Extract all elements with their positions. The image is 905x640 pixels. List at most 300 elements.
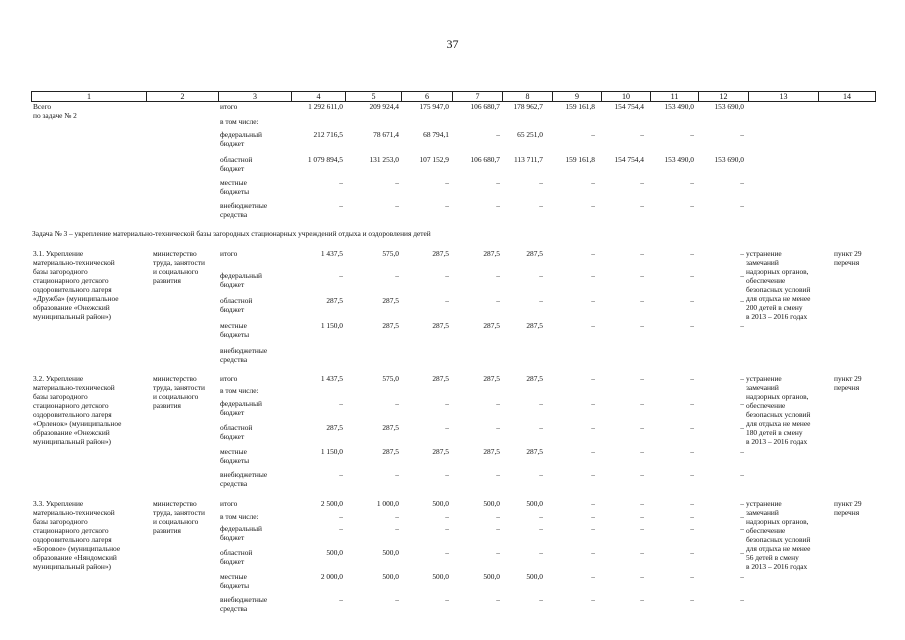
measure-1-executor: развития bbox=[153, 276, 181, 285]
total-value: 159 161,8 bbox=[565, 102, 595, 111]
measure-3-executor: министерство bbox=[153, 499, 197, 508]
measure-2-value: 287,5 bbox=[382, 423, 399, 432]
measure-2-value: – bbox=[740, 374, 744, 383]
measure-3-result: устранение bbox=[746, 499, 782, 508]
total-label: Всего bbox=[33, 102, 52, 111]
measure-3-value: 1 000,0 bbox=[376, 499, 399, 508]
measure-2-value: – bbox=[740, 447, 744, 456]
total-value: 153 490,0 bbox=[664, 155, 694, 164]
measure-2-value: – bbox=[445, 399, 449, 408]
measure-2-value: – bbox=[445, 423, 449, 432]
measure-3-type-label: местные bbox=[220, 572, 247, 581]
measure-1-value: 1 150,0 bbox=[320, 321, 343, 330]
measure-3-value: – bbox=[640, 512, 644, 521]
measure-3-result: замечаний bbox=[746, 508, 779, 517]
measure-3-result: безопасных условий bbox=[746, 535, 811, 544]
total-value: 106 680,7 bbox=[470, 155, 500, 164]
measure-2-value: – bbox=[591, 447, 595, 456]
total-value: – bbox=[740, 201, 744, 210]
total-value: 106 680,7 bbox=[470, 102, 500, 111]
measure-1-result: устранение bbox=[746, 249, 782, 258]
measure-3-executor: и социального bbox=[153, 517, 199, 526]
column-header-9: 9 bbox=[552, 92, 601, 101]
measure-1-value: – bbox=[539, 296, 543, 305]
measure-2-type-label: внебюджетные bbox=[220, 470, 268, 479]
measure-3-value: – bbox=[740, 548, 744, 557]
measure-3-value: – bbox=[445, 548, 449, 557]
measure-1-value: – bbox=[496, 271, 500, 280]
total-type-label: бюджет bbox=[220, 164, 245, 173]
measure-1-name: 3.1. Укрепление bbox=[33, 249, 84, 258]
total-value: 68 794,1 bbox=[423, 130, 449, 139]
measure-1-value: – bbox=[539, 271, 543, 280]
measure-2-result: устранение bbox=[746, 374, 782, 383]
measure-2-name: 3.2. Укрепление bbox=[33, 374, 84, 383]
measure-2-value: 287,5 bbox=[432, 374, 449, 383]
total-type-label: бюджеты bbox=[220, 187, 250, 196]
measure-3-value: – bbox=[740, 595, 744, 604]
measure-2-result: обеспечение bbox=[746, 401, 786, 410]
measure-3-value: 2 500,0 bbox=[320, 499, 343, 508]
column-header-4: 4 bbox=[291, 92, 345, 101]
measure-1-name: базы загородного bbox=[33, 267, 88, 276]
measure-1-value: – bbox=[640, 249, 644, 258]
measure-1-reference: перечня bbox=[834, 258, 860, 267]
measure-3-value: – bbox=[496, 548, 500, 557]
measure-2-value: – bbox=[539, 470, 543, 479]
measure-3-value: 500,0 bbox=[382, 548, 399, 557]
page-number: 37 bbox=[446, 37, 459, 51]
measure-1-name: муниципальный район») bbox=[33, 312, 112, 321]
total-value: – bbox=[496, 178, 500, 187]
measure-1-type-label: итого bbox=[220, 249, 238, 258]
measure-1-executor: труда, занятости bbox=[153, 258, 205, 267]
total-value: – bbox=[445, 201, 449, 210]
measure-2-name: оздоровительного лагеря bbox=[33, 410, 112, 419]
measure-1-reference: пункт 29 bbox=[834, 249, 862, 258]
measure-3-type-label: бюджет bbox=[220, 557, 245, 566]
measure-2-result: безопасных условий bbox=[746, 410, 811, 419]
measure-1-type-label: средства bbox=[220, 355, 248, 364]
measure-3-value: 500,0 bbox=[526, 499, 543, 508]
total-value: 65 251,0 bbox=[517, 130, 543, 139]
measure-3-value: – bbox=[445, 524, 449, 533]
measure-2-result: надзорных органов, bbox=[746, 392, 809, 401]
measure-3-value: 500,0 bbox=[483, 499, 500, 508]
measure-3-value: – bbox=[339, 524, 343, 533]
measure-2-value: – bbox=[591, 423, 595, 432]
measure-3-value: – bbox=[496, 512, 500, 521]
measure-1-result: обеспечение bbox=[746, 276, 786, 285]
measure-3-value: – bbox=[539, 548, 543, 557]
measure-2-value: 1 437,5 bbox=[320, 374, 343, 383]
measure-3-value: – bbox=[339, 595, 343, 604]
total-type-label: итого bbox=[220, 102, 238, 111]
measure-2-value: – bbox=[395, 399, 399, 408]
measure-2-name: образование «Онежский bbox=[33, 428, 110, 437]
total-value: – bbox=[539, 178, 543, 187]
measure-1-type-label: бюджет bbox=[220, 280, 245, 289]
column-header-14: 14 bbox=[818, 92, 876, 101]
measure-2-value: – bbox=[740, 470, 744, 479]
total-value: – bbox=[690, 178, 694, 187]
measure-2-value: – bbox=[591, 374, 595, 383]
measure-1-result: 200 детей в смену bbox=[746, 303, 803, 312]
measure-2-value: – bbox=[690, 374, 694, 383]
total-value: 175 947,0 bbox=[419, 102, 449, 111]
measure-3-value: – bbox=[690, 524, 694, 533]
measure-3-value: – bbox=[591, 524, 595, 533]
measure-2-value: – bbox=[640, 374, 644, 383]
measure-1-value: – bbox=[395, 271, 399, 280]
measure-1-name: стационарного детского bbox=[33, 276, 109, 285]
total-value: 154 754,4 bbox=[614, 155, 644, 164]
total-value: – bbox=[591, 178, 595, 187]
measure-3-value: – bbox=[539, 512, 543, 521]
measure-2-type-label: областной bbox=[220, 423, 253, 432]
total-value: – bbox=[339, 201, 343, 210]
measure-3-value: – bbox=[395, 512, 399, 521]
measure-3-value: – bbox=[591, 512, 595, 521]
column-header-2: 2 bbox=[146, 92, 218, 101]
measure-3-value: – bbox=[591, 572, 595, 581]
measure-2-value: – bbox=[640, 447, 644, 456]
measure-2-name: муниципальный район») bbox=[33, 437, 112, 446]
total-value: – bbox=[740, 130, 744, 139]
measure-3-reference: пункт 29 bbox=[834, 499, 862, 508]
measure-2-value: – bbox=[591, 399, 595, 408]
measure-2-executor: министерство bbox=[153, 374, 197, 383]
measure-3-value: 500,0 bbox=[483, 572, 500, 581]
measure-3-value: – bbox=[496, 595, 500, 604]
measure-2-executor: развития bbox=[153, 401, 181, 410]
measure-2-type-label: местные bbox=[220, 447, 247, 456]
measure-1-value: – bbox=[445, 271, 449, 280]
total-value: 212 716,5 bbox=[313, 130, 343, 139]
measure-1-value: 287,5 bbox=[432, 321, 449, 330]
total-value: 107 152,9 bbox=[419, 155, 449, 164]
measure-2-value: – bbox=[690, 470, 694, 479]
total-value: – bbox=[395, 201, 399, 210]
measure-2-value: – bbox=[640, 470, 644, 479]
measure-2-name: материально-технической bbox=[33, 383, 115, 392]
measure-2-value: 287,5 bbox=[526, 374, 543, 383]
measure-3-value: – bbox=[445, 595, 449, 604]
measure-2-value: – bbox=[640, 423, 644, 432]
measure-1-value: – bbox=[591, 249, 595, 258]
measure-1-value: 287,5 bbox=[432, 249, 449, 258]
measure-2-value: 287,5 bbox=[326, 423, 343, 432]
measure-3-type-label: средства bbox=[220, 604, 248, 613]
measure-3-value: 500,0 bbox=[432, 572, 449, 581]
total-value: 78 671,4 bbox=[373, 130, 399, 139]
column-header-1: 1 bbox=[31, 92, 146, 101]
measure-1-value: – bbox=[690, 271, 694, 280]
measure-3-name: оздоровительного лагеря bbox=[33, 535, 112, 544]
measure-3-value: – bbox=[640, 595, 644, 604]
total-value: 131 253,0 bbox=[369, 155, 399, 164]
column-header-6: 6 bbox=[401, 92, 452, 101]
measure-2-type-label: бюджет bbox=[220, 432, 245, 441]
measure-1-result: замечаний bbox=[746, 258, 779, 267]
total-value: – bbox=[395, 178, 399, 187]
column-header-7: 7 bbox=[452, 92, 502, 101]
measure-2-value: 287,5 bbox=[483, 447, 500, 456]
total-type-label: бюджет bbox=[220, 139, 245, 148]
measure-3-result: в 2013 – 2016 годах bbox=[746, 562, 808, 571]
total-value: – bbox=[339, 178, 343, 187]
measure-3-type-label: в том числе: bbox=[220, 512, 259, 521]
measure-1-value: – bbox=[740, 321, 744, 330]
measure-3-value: – bbox=[395, 524, 399, 533]
measure-3-type-label: внебюджетные bbox=[220, 595, 268, 604]
measure-2-result: замечаний bbox=[746, 383, 779, 392]
measure-1-value: 287,5 bbox=[526, 321, 543, 330]
measure-3-value: – bbox=[640, 524, 644, 533]
measure-2-value: 287,5 bbox=[432, 447, 449, 456]
measure-1-type-label: бюджеты bbox=[220, 330, 250, 339]
total-type-label: в том числе: bbox=[220, 117, 259, 126]
measure-1-executor: министерство bbox=[153, 249, 197, 258]
measure-3-value: – bbox=[640, 548, 644, 557]
measure-3-value: – bbox=[395, 595, 399, 604]
measure-3-value: – bbox=[690, 499, 694, 508]
measure-3-value: – bbox=[339, 512, 343, 521]
measure-2-type-label: в том числе: bbox=[220, 386, 259, 395]
measure-2-value: – bbox=[539, 399, 543, 408]
total-value: – bbox=[591, 201, 595, 210]
measure-2-name: стационарного детского bbox=[33, 401, 109, 410]
column-header-12: 12 bbox=[698, 92, 748, 101]
total-value: – bbox=[690, 130, 694, 139]
total-value: 154 754,4 bbox=[614, 102, 644, 111]
column-header-5: 5 bbox=[345, 92, 401, 101]
measure-3-value: – bbox=[640, 499, 644, 508]
total-value: 159 161,8 bbox=[565, 155, 595, 164]
measure-2-value: – bbox=[339, 399, 343, 408]
measure-2-value: 1 150,0 bbox=[320, 447, 343, 456]
total-value: – bbox=[640, 178, 644, 187]
measure-3-result: обеспечение bbox=[746, 526, 786, 535]
total-value: 153 690,0 bbox=[714, 155, 744, 164]
measure-3-type-label: бюджеты bbox=[220, 581, 250, 590]
total-value: 209 924,4 bbox=[369, 102, 399, 111]
total-value: 1 292 611,0 bbox=[308, 102, 343, 111]
measure-1-value: – bbox=[496, 296, 500, 305]
measure-1-value: 287,5 bbox=[326, 296, 343, 305]
total-value: 153 690,0 bbox=[714, 102, 744, 111]
total-value: – bbox=[539, 201, 543, 210]
measure-3-value: – bbox=[690, 595, 694, 604]
measure-1-type-label: внебюджетные bbox=[220, 346, 268, 355]
measure-1-result: надзорных органов, bbox=[746, 267, 809, 276]
measure-1-value: – bbox=[690, 296, 694, 305]
measure-2-name: «Орленок» (муниципальное bbox=[33, 419, 122, 428]
measure-1-name: «Дружба» (муниципальное bbox=[33, 294, 119, 303]
measure-1-value: – bbox=[740, 296, 744, 305]
measure-1-value: – bbox=[640, 321, 644, 330]
measure-1-value: 575,0 bbox=[382, 249, 399, 258]
measure-1-value: – bbox=[591, 321, 595, 330]
total-label: по задаче № 2 bbox=[33, 111, 77, 120]
measure-3-value: – bbox=[591, 595, 595, 604]
total-type-label: местные bbox=[220, 178, 247, 187]
measure-3-value: – bbox=[539, 595, 543, 604]
measure-2-value: – bbox=[496, 399, 500, 408]
total-value: – bbox=[640, 201, 644, 210]
total-value: 113 711,7 bbox=[513, 155, 543, 164]
measure-3-type-label: бюджет bbox=[220, 533, 245, 542]
measure-3-value: – bbox=[591, 499, 595, 508]
total-value: – bbox=[591, 130, 595, 139]
measure-1-name: материально-технической bbox=[33, 258, 115, 267]
measure-1-value: 287,5 bbox=[483, 249, 500, 258]
measure-3-type-label: областной bbox=[220, 548, 253, 557]
measure-2-value: – bbox=[339, 470, 343, 479]
measure-2-result: для отдыха не менее bbox=[746, 419, 811, 428]
measure-2-value: – bbox=[445, 470, 449, 479]
total-type-label: областной bbox=[220, 155, 253, 164]
measure-2-value: – bbox=[640, 399, 644, 408]
measure-1-result: в 2013 – 2016 годах bbox=[746, 312, 808, 321]
measure-3-result: 56 детей в смену bbox=[746, 553, 799, 562]
measure-2-value: – bbox=[690, 399, 694, 408]
measure-2-value: 287,5 bbox=[483, 374, 500, 383]
column-header-11: 11 bbox=[650, 92, 698, 101]
measure-3-name: муниципальный район») bbox=[33, 562, 112, 571]
measure-1-value: 287,5 bbox=[526, 249, 543, 258]
measure-2-executor: труда, занятости bbox=[153, 383, 205, 392]
measure-3-name: образование «Няндомский bbox=[33, 553, 117, 562]
total-value: – bbox=[640, 130, 644, 139]
column-number-header bbox=[31, 91, 876, 102]
measure-1-type-label: местные bbox=[220, 321, 247, 330]
measure-3-name: материально-технической bbox=[33, 508, 115, 517]
measure-1-type-label: бюджет bbox=[220, 305, 245, 314]
column-header-8: 8 bbox=[502, 92, 552, 101]
measure-1-value: – bbox=[740, 249, 744, 258]
measure-1-result: для отдыха не менее bbox=[746, 294, 811, 303]
measure-3-type-label: итого bbox=[220, 499, 238, 508]
measure-3-value: – bbox=[740, 512, 744, 521]
measure-2-value: – bbox=[496, 423, 500, 432]
measure-2-reference: перечня bbox=[834, 383, 860, 392]
measure-3-name: «Боровое» (муниципальное bbox=[33, 544, 121, 553]
total-value: 1 079 894,5 bbox=[307, 155, 343, 164]
measure-2-type-label: бюджет bbox=[220, 408, 245, 417]
measure-2-value: 575,0 bbox=[382, 374, 399, 383]
measure-1-name: оздоровительного лагеря bbox=[33, 285, 112, 294]
measure-3-value: – bbox=[690, 572, 694, 581]
measure-3-reference: перечня bbox=[834, 508, 860, 517]
total-type-label: внебюджетные bbox=[220, 201, 268, 210]
measure-2-value: 287,5 bbox=[382, 447, 399, 456]
total-type-label: средства bbox=[220, 210, 248, 219]
measure-3-value: 500,0 bbox=[326, 548, 343, 557]
measure-3-name: стационарного детского bbox=[33, 526, 109, 535]
measure-3-value: 500,0 bbox=[382, 572, 399, 581]
measure-2-value: – bbox=[539, 423, 543, 432]
measure-3-value: – bbox=[740, 572, 744, 581]
measure-3-value: – bbox=[640, 572, 644, 581]
measure-3-value: – bbox=[591, 548, 595, 557]
column-header-10: 10 bbox=[601, 92, 650, 101]
measure-1-name: образование «Онежский bbox=[33, 303, 110, 312]
measure-1-value: 287,5 bbox=[483, 321, 500, 330]
measure-2-value: – bbox=[496, 470, 500, 479]
measure-2-name: базы загородного bbox=[33, 392, 88, 401]
measure-3-value: – bbox=[690, 548, 694, 557]
measure-3-result: надзорных органов, bbox=[746, 517, 809, 526]
measure-1-value: 287,5 bbox=[382, 321, 399, 330]
measure-2-type-label: федеральный bbox=[220, 399, 262, 408]
measure-3-value: – bbox=[740, 524, 744, 533]
measure-1-type-label: областной bbox=[220, 296, 253, 305]
measure-3-value: 2 000,0 bbox=[320, 572, 343, 581]
measure-1-value: – bbox=[445, 296, 449, 305]
measure-3-executor: труда, занятости bbox=[153, 508, 205, 517]
measure-3-value: – bbox=[740, 499, 744, 508]
measure-2-result: в 2013 – 2016 годах bbox=[746, 437, 808, 446]
measure-1-executor: и социального bbox=[153, 267, 199, 276]
measure-3-value: 500,0 bbox=[526, 572, 543, 581]
column-header-13: 13 bbox=[748, 92, 818, 101]
total-value: – bbox=[740, 178, 744, 187]
total-type-label: федеральный bbox=[220, 130, 262, 139]
measure-2-value: – bbox=[740, 399, 744, 408]
measure-2-value: – bbox=[690, 423, 694, 432]
measure-2-type-label: средства bbox=[220, 479, 248, 488]
total-value: 178 962,7 bbox=[513, 102, 543, 111]
measure-3-name: базы загородного bbox=[33, 517, 88, 526]
measure-3-value: – bbox=[445, 512, 449, 521]
measure-3-type-label: федеральный bbox=[220, 524, 262, 533]
measure-2-executor: и социального bbox=[153, 392, 199, 401]
column-header-3: 3 bbox=[218, 92, 291, 101]
measure-2-type-label: бюджеты bbox=[220, 456, 250, 465]
measure-3-value: – bbox=[496, 524, 500, 533]
measure-3-value: – bbox=[690, 512, 694, 521]
measure-2-reference: пункт 29 bbox=[834, 374, 862, 383]
total-value: 153 490,0 bbox=[664, 102, 694, 111]
measure-1-value: – bbox=[339, 271, 343, 280]
total-value: – bbox=[496, 130, 500, 139]
measure-1-value: – bbox=[690, 321, 694, 330]
measure-3-name: 3.3. Укрепление bbox=[33, 499, 84, 508]
measure-2-value: – bbox=[591, 470, 595, 479]
measure-1-value: 1 437,5 bbox=[320, 249, 343, 258]
measure-1-value: – bbox=[740, 271, 744, 280]
measure-2-value: – bbox=[690, 447, 694, 456]
measure-2-value: 287,5 bbox=[526, 447, 543, 456]
measure-3-value: – bbox=[539, 524, 543, 533]
measure-3-result: для отдыха не менее bbox=[746, 544, 811, 553]
measure-2-value: – bbox=[395, 470, 399, 479]
measure-3-executor: развития bbox=[153, 526, 181, 535]
measure-1-value: 287,5 bbox=[382, 296, 399, 305]
total-value: – bbox=[445, 178, 449, 187]
measure-2-value: – bbox=[740, 423, 744, 432]
measure-1-value: – bbox=[640, 296, 644, 305]
measure-1-value: – bbox=[640, 271, 644, 280]
measure-1-result: безопасных условий bbox=[746, 285, 811, 294]
measure-2-type-label: итого bbox=[220, 374, 238, 383]
measure-1-type-label: федеральный bbox=[220, 271, 262, 280]
measure-1-value: – bbox=[690, 249, 694, 258]
task-3-title: Задача № 3 – укрепление материально-технической базы загородных стационарных учреждений отдыха и оздоровления детей bbox=[32, 229, 431, 238]
measure-1-value: – bbox=[591, 271, 595, 280]
total-value: – bbox=[690, 201, 694, 210]
